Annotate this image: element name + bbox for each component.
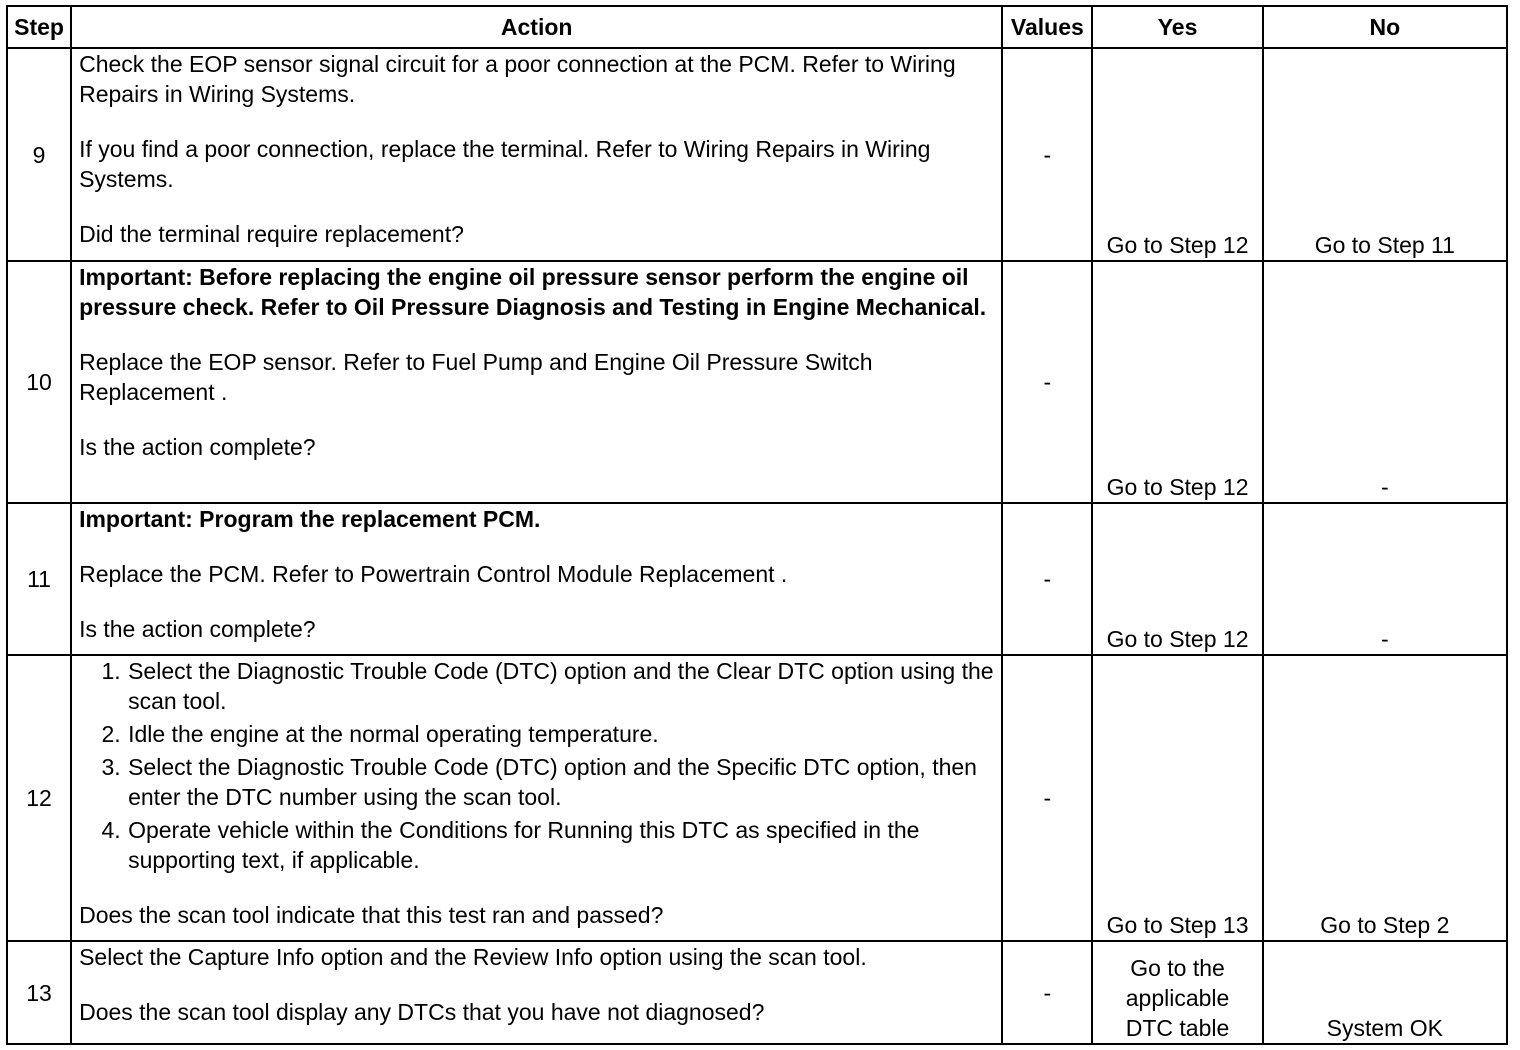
header-step: Step	[7, 6, 71, 48]
action-text: Check the EOP sensor signal circuit for a poor connection at the PCM. Refer to Wiring Repairs in Wiring Systems.	[79, 51, 956, 107]
step-number: 10	[7, 261, 71, 503]
step-number: 11	[7, 503, 71, 655]
header-action: Action	[71, 6, 1002, 48]
action-text: Replace the PCM. Refer to Powertrain Control Module Replacement .	[79, 561, 788, 587]
no-cell: Go to Step 2	[1263, 655, 1507, 941]
step-number: 13	[7, 941, 71, 1044]
list-item: 1. Select the Diagnostic Trouble Code (DTC) option and the Clear DTC option using the scan tool.	[127, 656, 994, 716]
action-text: Replace the EOP sensor. Refer to Fuel Pump and Engine Oil Pressure Switch Replacement .	[79, 349, 873, 405]
table-row	[7, 941, 1507, 1044]
table-row	[7, 503, 1507, 655]
action-cell	[71, 655, 1002, 941]
yes-cell: Go to Step 12	[1092, 503, 1262, 655]
yes-cell: Go to Step 13	[1092, 655, 1262, 941]
action-cell	[71, 48, 1002, 261]
action-question: Is the action complete?	[79, 434, 316, 460]
step-number: 12	[7, 655, 71, 941]
action-cell	[71, 941, 1002, 1044]
step-number: 9	[7, 48, 71, 261]
action-text: Select the Capture Info option and the Review Info option using the scan tool.	[79, 944, 867, 970]
diagnostic-table	[6, 5, 1508, 1045]
action-cell	[71, 503, 1002, 655]
values-cell: -	[1002, 48, 1092, 261]
yes-cell: Go to Step 12	[1092, 261, 1262, 503]
values-cell: -	[1002, 655, 1092, 941]
action-question: Does the scan tool indicate that this test ran and passed?	[79, 902, 664, 928]
action-question: Does the scan tool display any DTCs that you have not diagnosed?	[79, 999, 765, 1025]
header-row	[7, 6, 1507, 48]
table-row	[7, 48, 1507, 261]
action-question: Is the action complete?	[79, 616, 316, 642]
header-values: Values	[1002, 6, 1092, 48]
values-cell: -	[1002, 503, 1092, 655]
yes-cell: Go to Step 12	[1092, 48, 1262, 261]
action-cell	[71, 261, 1002, 503]
important-note: Important: Before replacing the engine oil pressure sensor perform the engine oil pressure check. Refer to Oil Pressure Diagnosis and Testing in Engine Mechanical.	[79, 264, 987, 320]
table-row	[7, 655, 1507, 941]
procedure-list	[79, 656, 994, 875]
list-item: 4. Operate vehicle within the Conditions for Running this DTC as specified in the supporting text, if applicable.	[127, 815, 994, 875]
table-row	[7, 261, 1507, 503]
values-cell: -	[1002, 941, 1092, 1044]
no-cell: Go to Step 11	[1263, 48, 1507, 261]
header-no: No	[1263, 6, 1507, 48]
action-question: Did the terminal require replacement?	[79, 221, 464, 247]
important-note: Important: Program the replacement PCM.	[79, 506, 541, 532]
action-text: If you find a poor connection, replace the terminal. Refer to Wiring Repairs in Wiring Systems.	[79, 136, 931, 192]
values-cell: -	[1002, 261, 1092, 503]
list-item: 3. Select the Diagnostic Trouble Code (DTC) option and the Specific DTC option, then enter the DTC number using the scan tool.	[127, 752, 994, 812]
no-cell: -	[1263, 503, 1507, 655]
yes-cell: Go to the applicable DTC table	[1092, 941, 1262, 1044]
no-cell: System OK	[1263, 941, 1507, 1044]
list-item: 2. Idle the engine at the normal operating temperature.	[127, 719, 994, 749]
header-yes: Yes	[1092, 6, 1262, 48]
no-cell: -	[1263, 261, 1507, 503]
